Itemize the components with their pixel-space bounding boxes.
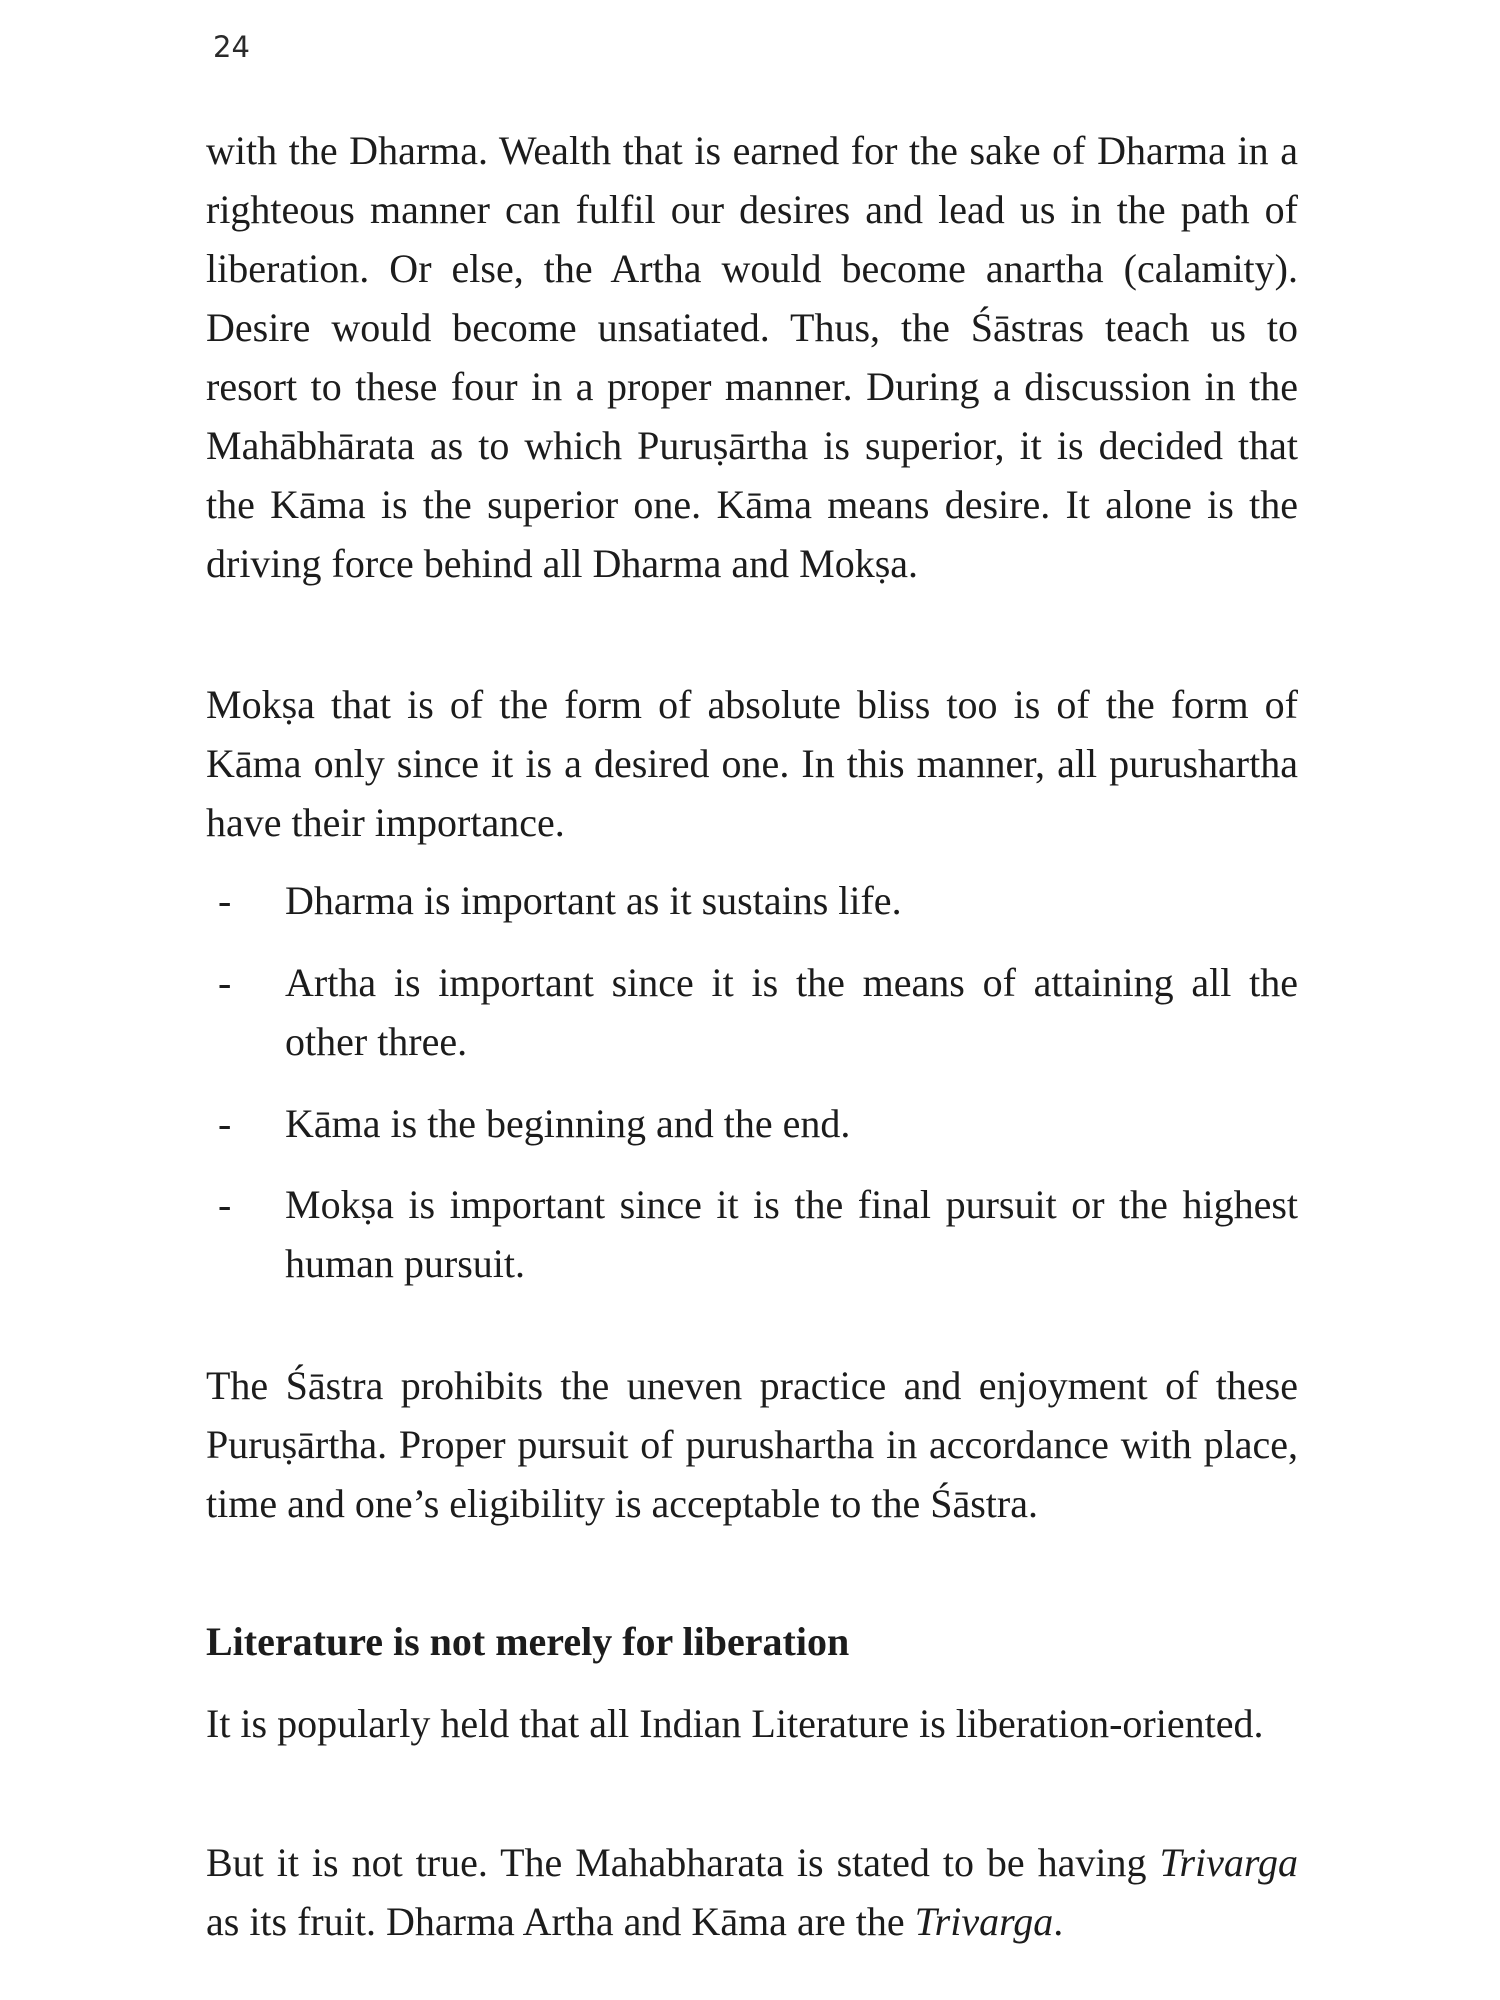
list-item-artha xyxy=(206,953,1298,1071)
list-item-text: Artha is important since it is the means of attaining all the other three. xyxy=(285,960,1298,1064)
list-item-moksa xyxy=(206,1175,1298,1293)
list-dash: - xyxy=(218,960,232,1005)
list-dash: - xyxy=(218,1101,232,1146)
paragraph-text: as its fruit. Dharma Artha and Kāma are the xyxy=(206,1899,915,1944)
page-number: 24 xyxy=(213,30,250,64)
italic-term-trivarga: Trivarga xyxy=(1159,1840,1298,1885)
paragraph-sastra-prohibits: The Śāstra prohibits the uneven practice and enjoyment of these Puruṣārtha. Proper pursuit of purushartha in accordance with place, time and one’s eligibility is acceptable to the Śāstra. xyxy=(206,1363,1298,1526)
italic-term-trivarga: Trivarga xyxy=(914,1899,1054,1944)
paragraph-moksa-bliss: Mokṣa that is of the form of absolute bliss too is of the form of Kāma only since it is a desired one. In this manner, all purushartha have their importance. xyxy=(206,682,1298,845)
paragraph-popularly-held: It is popularly held that all Indian Literature is liberation-oriented. xyxy=(206,1701,1264,1746)
paragraph-text: But it is not true. The Mahabharata is stated to be having xyxy=(206,1840,1160,1885)
list-item-text: Dharma is important as it sustains life. xyxy=(285,878,902,923)
paragraph-dharma-wealth: with the Dharma. Wealth that is earned for the sake of Dharma in a righteous manner can fulfil our desires and lead us in the path of liberation. Or else, the Artha would become anartha (calamity). Desire would become unsatiated. Thus, the Śāstras teach us to resort to these four in a proper manner. During a discussion in the Mahābhārata as to which Puruṣārtha is superior, it is decided that the Kāma is the superior one. Kāma means desire. It alone is the driving force behind all Dharma and Mokṣa. xyxy=(206,128,1298,586)
paragraph-not-true xyxy=(206,1833,1298,1951)
section-heading: Literature is not merely for liberation xyxy=(206,1619,850,1664)
list-item-text: Mokṣa is important since it is the final pursuit or the highest human pursuit. xyxy=(285,1182,1298,1286)
list-dash: - xyxy=(218,1182,232,1227)
list-item-dharma xyxy=(206,871,1298,930)
list-dash: - xyxy=(218,878,232,923)
list-item-kama xyxy=(206,1094,1298,1153)
paragraph-text: . xyxy=(1053,1899,1064,1944)
list-item-text: Kāma is the beginning and the end. xyxy=(285,1101,851,1146)
